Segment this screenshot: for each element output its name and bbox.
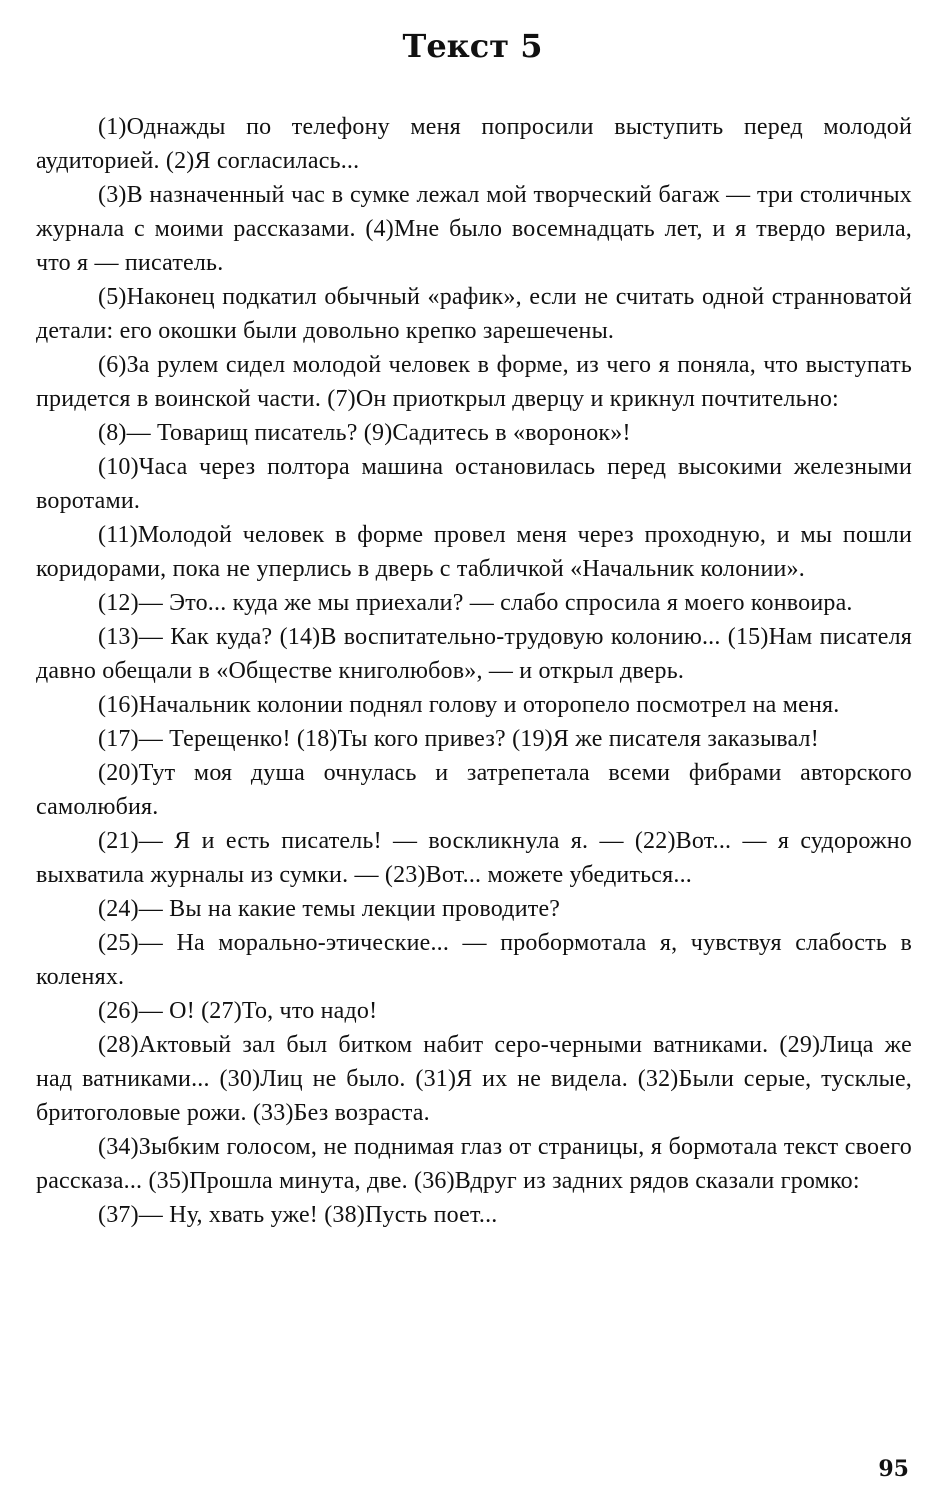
paragraph: (21)— Я и есть писатель! — воскликнула я. — (22)Вот... — я судорожно выхватила журналы из сумки. — (23)Вот... можете убедиться... [36, 828, 912, 888]
paragraph: (3)В назначенный час в сумке лежал мой творческий багаж — три столичных журнала с моими рассказами. (4)Мне было восемнадцать лет, и я твердо верила, что я — писатель. [36, 182, 912, 276]
paragraph: (20)Тут моя душа очнулась и затрепетала всеми фибрами авторского самолюбия. [36, 760, 912, 820]
page-number: 95 [878, 1456, 909, 1482]
paragraph: (8)— Товарищ писатель? (9)Садитесь в «воронок»! [98, 420, 631, 446]
paragraph: (37)— Ну, хвать уже! (38)Пусть поет... [98, 1202, 498, 1228]
page-title: Текст 5 [402, 27, 543, 65]
paragraph: (10)Часа через полтора машина остановилась перед высокими железными воротами. [36, 454, 912, 514]
paragraph: (34)Зыбким голосом, не поднимая глаз от страницы, я бормотала текст своего рассказа... (35)Прошла минута, две. (36)Вдруг из задних рядов сказали громко: [36, 1134, 912, 1194]
paragraph: (24)— Вы на какие темы лекции проводите? [98, 896, 561, 922]
paragraph: (6)За рулем сидел молодой человек в форме, из чего я поняла, что выступать придется в воинской части. (7)Он приоткрыл дверцу и крикнул почтительно: [36, 352, 912, 412]
paragraph: (11)Молодой человек в форме провел меня через проходную, и мы пошли коридорами, пока не уперлись в дверь с табличкой «Начальник колонии». [36, 522, 912, 582]
paragraph: (16)Начальник колонии поднял голову и оторопело посмотрел на меня. [98, 692, 840, 718]
paragraph: (28)Актовый зал был битком набит серо-черными ватниками. (29)Лица же над ватниками... (30)Лиц не было. (31)Я их не видела. (32)Были серые, тусклые, бритоголовые рожи. (33)Без возраста. [36, 1032, 912, 1126]
text-body [36, 110, 912, 1232]
paragraph: (13)— Как куда? (14)В воспитательно-трудовую колонию... (15)Нам писателя давно обещали в «Обществе книголюбов», — и открыл дверь. [36, 624, 912, 684]
paragraph: (17)— Терещенко! (18)Ты кого привез? (19)Я же писателя заказывал! [98, 726, 819, 752]
paragraph: (26)— О! (27)То, что надо! [98, 998, 378, 1024]
paragraph: (5)Наконец подкатил обычный «рафик», если не считать одной странноватой детали: его окошки были довольно крепко зарешечены. [36, 284, 912, 344]
paragraph: (12)— Это... куда же мы приехали? — слабо спросила я моего конвоира. [98, 590, 853, 616]
paragraph: (1)Однажды по телефону меня попросили выступить перед молодой аудиторией. (2)Я согласилась... [36, 114, 912, 174]
paragraph: (25)— На морально-этические... — пробормотала я, чувствуя слабость в коленях. [36, 930, 912, 990]
